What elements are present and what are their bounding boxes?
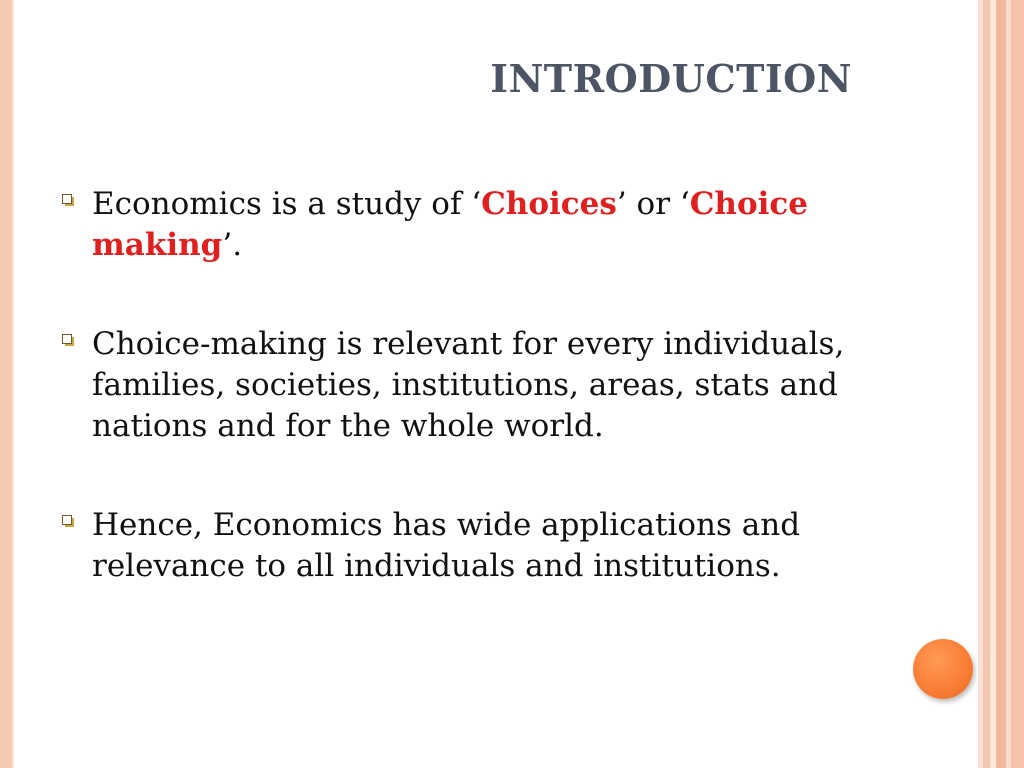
bullet-text: ’ or ‘ <box>616 186 690 222</box>
bullet-item <box>62 505 872 587</box>
slide-title: INTRODUCTION <box>490 56 852 101</box>
right-stripes-decoration <box>978 0 1024 768</box>
square-bullet-icon <box>62 334 74 346</box>
bullet-text: Choice-making is relevant for every individuals, families, societies, institutions, areas, stats and nations and for the whole world. <box>92 326 845 444</box>
left-border-decoration <box>0 0 12 768</box>
stripe <box>1011 0 1024 768</box>
square-bullet-icon <box>62 194 74 206</box>
square-bullet-icon <box>62 515 74 527</box>
bullet-text: ’. <box>222 227 243 263</box>
stripe <box>996 0 1006 768</box>
bullet-item <box>62 184 872 266</box>
bullet-text: Hence, Economics has wide applications and relevance to all individuals and institutions. <box>92 507 801 584</box>
left-border-line <box>12 0 14 768</box>
bullet-text: Economics is a study of ‘ <box>92 186 482 222</box>
stripe <box>983 0 990 768</box>
highlight-choice-making: Choice making <box>92 186 809 263</box>
bullet-list <box>62 184 872 645</box>
highlight-choices: Choices <box>481 186 617 222</box>
bullet-item <box>62 324 872 447</box>
orange-circle-decoration <box>913 639 973 699</box>
